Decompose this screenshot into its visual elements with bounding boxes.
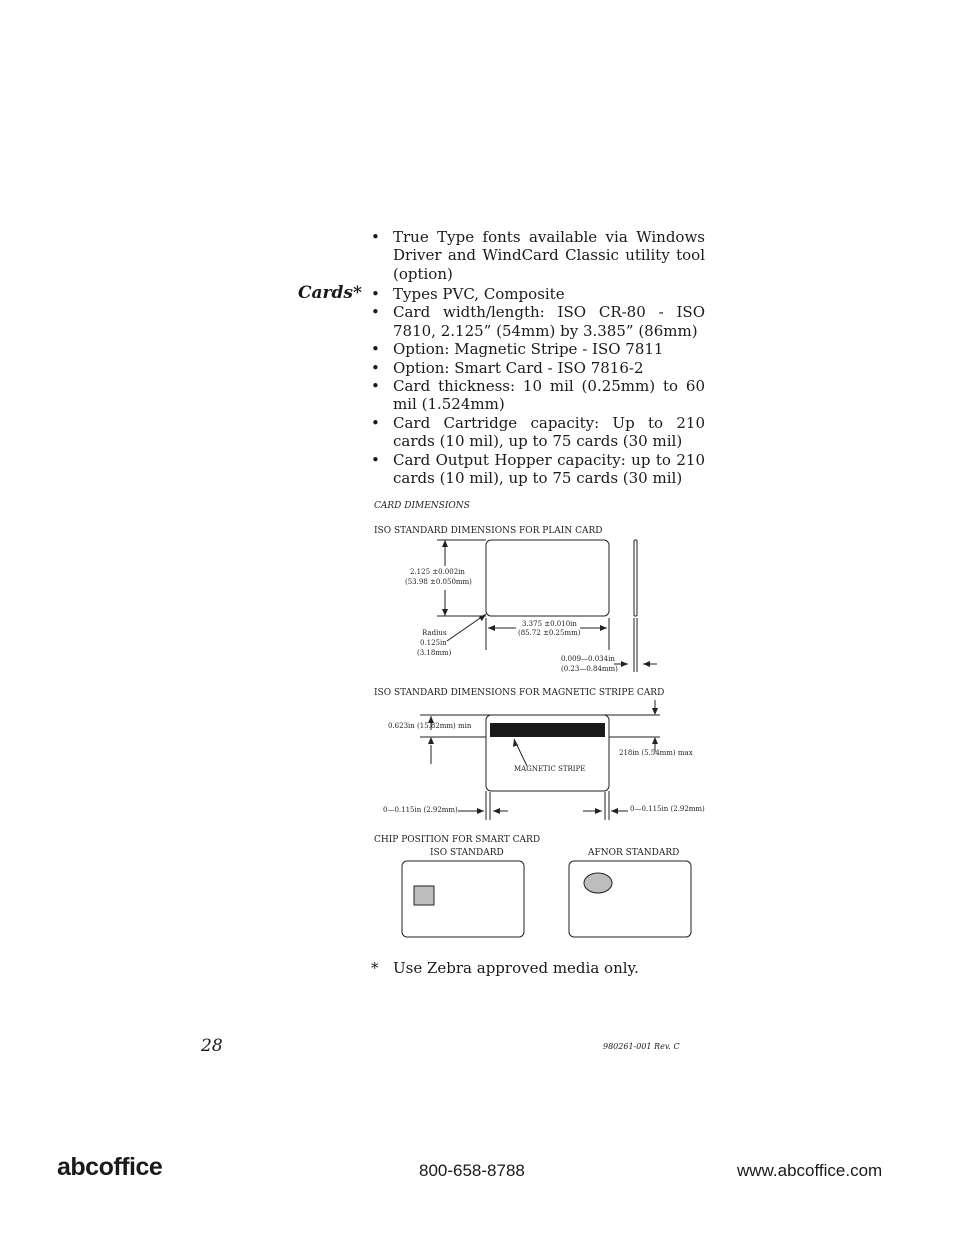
cards-bullet: • Card Output Hopper capacity: up to 210 cards (10 mil), up to 75 cards (30 mil) bbox=[371, 451, 705, 488]
chip-title: CHIP POSITION FOR SMART CARD bbox=[374, 835, 541, 845]
mag-card-title: ISO STANDARD DIMENSIONS FOR MAGNETIC STRIPE CARD bbox=[374, 688, 665, 698]
mag-top-offset: 0.623in (15.82mm) min bbox=[388, 722, 472, 730]
figure-caption: CARD DIMENSIONS bbox=[374, 501, 470, 511]
plain-card-edge bbox=[634, 540, 637, 616]
plain-height-in: 2.125 ±0.002in bbox=[410, 568, 465, 576]
footer-website: www.abcoffice.com bbox=[737, 1161, 883, 1180]
cards-bullet: • Card width/length: ISO CR-80 - ISO 7810, 2.125” (54mm) by 3.385” (86mm) bbox=[371, 303, 705, 340]
intro-bullet: • True Type fonts available via Windows Driver and WindCard Classic utility tool (option) bbox=[371, 228, 705, 283]
magnetic-stripe bbox=[490, 723, 605, 737]
plain-card bbox=[486, 540, 609, 616]
afnor-chip bbox=[584, 873, 612, 893]
plain-width-in: 3.375 ±0.010in bbox=[522, 620, 577, 628]
doc-number: 980261-001 Rev. C bbox=[603, 1042, 680, 1051]
plain-radius-mm: (3.18mm) bbox=[417, 649, 452, 657]
chip-iso-label: ISO STANDARD bbox=[430, 848, 504, 858]
mag-stripe-height: 218in (5.54mm) max bbox=[619, 749, 693, 757]
plain-thickness-in: 0.009—0.034in bbox=[561, 655, 615, 663]
footer-phone: 800-658-8788 bbox=[419, 1161, 525, 1180]
plain-width-mm: (85.72 ±0.25mm) bbox=[518, 629, 581, 637]
plain-card-title: ISO STANDARD DIMENSIONS FOR PLAIN CARD bbox=[374, 526, 603, 536]
iso-chip bbox=[414, 886, 434, 905]
cards-bullet: • Option: Smart Card - ISO 7816-2 bbox=[371, 359, 705, 377]
plain-height-mm: (53.98 ±0.050mm) bbox=[405, 578, 472, 586]
plain-thickness-mm: (0.23—0.84mm) bbox=[561, 665, 618, 673]
afnor-chip-card bbox=[569, 861, 691, 937]
footer-brand-logo: abcoffice bbox=[57, 1153, 163, 1181]
plain-radius-in: 0.125in bbox=[420, 639, 447, 647]
mag-left-margin: 0—0.115in (2.92mm) bbox=[383, 806, 458, 814]
chip-afnor-label: AFNOR STANDARD bbox=[588, 848, 680, 858]
footnote bbox=[371, 959, 639, 977]
cards-bullet: • Card thickness: 10 mil (0.25mm) to 60 mil (1.524mm) bbox=[371, 377, 705, 414]
mag-stripe-label: MAGNETIC STRIPE bbox=[514, 765, 586, 773]
cards-bullet: • Card Cartridge capacity: Up to 210 cards (10 mil), up to 75 cards (30 mil) bbox=[371, 414, 705, 451]
plain-radius-label: Radius bbox=[422, 629, 447, 637]
page-number: 28 bbox=[201, 1036, 223, 1056]
footnote-text: Use Zebra approved media only. bbox=[393, 959, 639, 977]
cards-bullet: • Option: Magnetic Stripe - ISO 7811 bbox=[371, 340, 705, 358]
footnote-mark: * bbox=[371, 959, 379, 977]
cards-heading: Cards* bbox=[298, 283, 362, 303]
cards-bullet: • Types PVC, Composite bbox=[371, 285, 705, 303]
mag-right-margin: 0—0.115in (2.92mm) bbox=[630, 805, 705, 813]
